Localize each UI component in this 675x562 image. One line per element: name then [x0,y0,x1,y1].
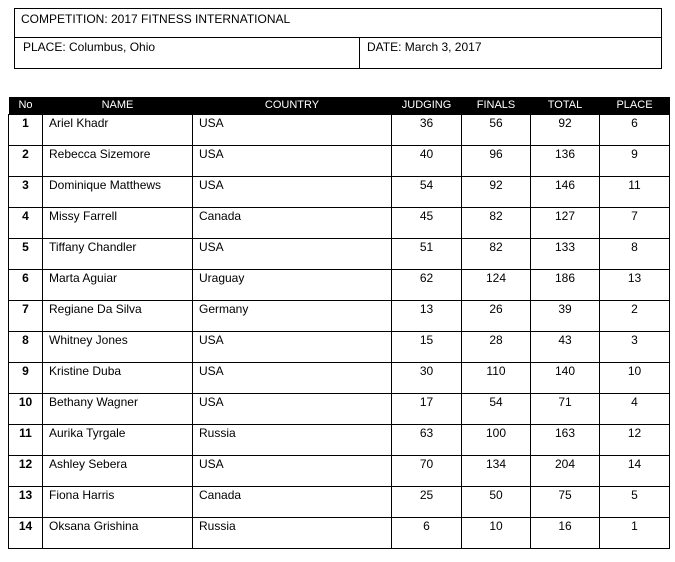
place-field: PLACE: Columbus, Ohio [15,38,360,68]
table-row [9,270,670,301]
cell-country: USA [193,363,392,394]
cell-name: Tiffany Chandler [43,239,193,270]
cell-finals: 10 [462,518,531,549]
cell-finals: 56 [462,115,531,146]
cell-no: 2 [9,146,43,177]
col-header-no: No [9,97,43,115]
cell-no: 13 [9,487,43,518]
cell-country: Canada [193,487,392,518]
table-row [9,177,670,208]
cell-place: 4 [600,394,670,425]
cell-judging: 6 [392,518,462,549]
cell-judging: 45 [392,208,462,239]
cell-finals: 100 [462,425,531,456]
cell-place: 1 [600,518,670,549]
table-row [9,146,670,177]
table-row [9,394,670,425]
cell-country: Canada [193,208,392,239]
table-row [9,363,670,394]
cell-judging: 17 [392,394,462,425]
cell-name: Fiona Harris [43,487,193,518]
col-header-place: PLACE [600,97,670,115]
cell-total: 133 [531,239,600,270]
cell-total: 140 [531,363,600,394]
cell-finals: 110 [462,363,531,394]
cell-no: 5 [9,239,43,270]
cell-place: 2 [600,301,670,332]
cell-no: 12 [9,456,43,487]
cell-total: 186 [531,270,600,301]
cell-judging: 63 [392,425,462,456]
cell-place: 3 [600,332,670,363]
cell-place: 12 [600,425,670,456]
cell-name: Bethany Wagner [43,394,193,425]
col-header-country: COUNTRY [193,97,392,115]
table-row [9,518,670,549]
table-row [9,301,670,332]
cell-total: 16 [531,518,600,549]
table-row [9,239,670,270]
cell-no: 10 [9,394,43,425]
col-header-name: NAME [43,97,193,115]
cell-finals: 82 [462,239,531,270]
cell-finals: 134 [462,456,531,487]
cell-total: 127 [531,208,600,239]
date-field: DATE: March 3, 2017 [367,40,482,54]
cell-judging: 62 [392,270,462,301]
results-body [9,115,670,549]
cell-name: Dominique Matthews [43,177,193,208]
cell-finals: 82 [462,208,531,239]
competition-title: COMPETITION: 2017 FITNESS INTERNATIONAL [15,9,661,38]
cell-place: 6 [600,115,670,146]
cell-no: 7 [9,301,43,332]
cell-name: Regiane Da Silva [43,301,193,332]
cell-no: 8 [9,332,43,363]
cell-finals: 50 [462,487,531,518]
cell-judging: 40 [392,146,462,177]
cell-no: 1 [9,115,43,146]
table-row [9,487,670,518]
table-row [9,115,670,146]
cell-place: 9 [600,146,670,177]
cell-total: 75 [531,487,600,518]
cell-name: Whitney Jones [43,332,193,363]
cell-name: Oksana Grishina [43,518,193,549]
cell-place: 14 [600,456,670,487]
cell-no: 9 [9,363,43,394]
cell-total: 71 [531,394,600,425]
cell-place: 7 [600,208,670,239]
cell-country: USA [193,177,392,208]
cell-judging: 30 [392,363,462,394]
header-row [9,97,670,115]
cell-country: USA [193,115,392,146]
cell-country: USA [193,332,392,363]
cell-country: Russia [193,425,392,456]
cell-place: 13 [600,270,670,301]
competition-info-box [14,8,662,69]
table-row [9,456,670,487]
col-header-finals: FINALS [462,97,531,115]
cell-finals: 124 [462,270,531,301]
col-header-judging: JUDGING [392,97,462,115]
cell-country: Germany [193,301,392,332]
cell-name: Missy Farrell [43,208,193,239]
cell-country: USA [193,394,392,425]
cell-place: 5 [600,487,670,518]
cell-place: 8 [600,239,670,270]
cell-country: USA [193,456,392,487]
cell-judging: 13 [392,301,462,332]
cell-finals: 28 [462,332,531,363]
cell-finals: 26 [462,301,531,332]
cell-total: 163 [531,425,600,456]
cell-no: 11 [9,425,43,456]
table-row [9,208,670,239]
cell-place: 11 [600,177,670,208]
cell-name: Kristine Duba [43,363,193,394]
cell-judging: 25 [392,487,462,518]
col-header-total: TOTAL [531,97,600,115]
cell-total: 92 [531,115,600,146]
cell-judging: 54 [392,177,462,208]
cell-total: 43 [531,332,600,363]
cell-name: Marta Aguiar [43,270,193,301]
cell-name: Ariel Khadr [43,115,193,146]
cell-country: Russia [193,518,392,549]
cell-judging: 51 [392,239,462,270]
place-date-row [15,38,661,68]
cell-no: 3 [9,177,43,208]
results-table [8,97,670,549]
cell-total: 136 [531,146,600,177]
cell-place: 10 [600,363,670,394]
cell-no: 6 [9,270,43,301]
cell-name: Ashley Sebera [43,456,193,487]
cell-country: USA [193,239,392,270]
cell-finals: 92 [462,177,531,208]
cell-judging: 70 [392,456,462,487]
cell-total: 39 [531,301,600,332]
cell-finals: 96 [462,146,531,177]
cell-judging: 15 [392,332,462,363]
table-row [9,425,670,456]
cell-name: Rebecca Sizemore [43,146,193,177]
cell-total: 204 [531,456,600,487]
cell-no: 14 [9,518,43,549]
cell-finals: 54 [462,394,531,425]
cell-country: USA [193,146,392,177]
cell-total: 146 [531,177,600,208]
table-row [9,332,670,363]
cell-no: 4 [9,208,43,239]
cell-name: Aurika Tyrgale [43,425,193,456]
cell-judging: 36 [392,115,462,146]
cell-country: Uraguay [193,270,392,301]
